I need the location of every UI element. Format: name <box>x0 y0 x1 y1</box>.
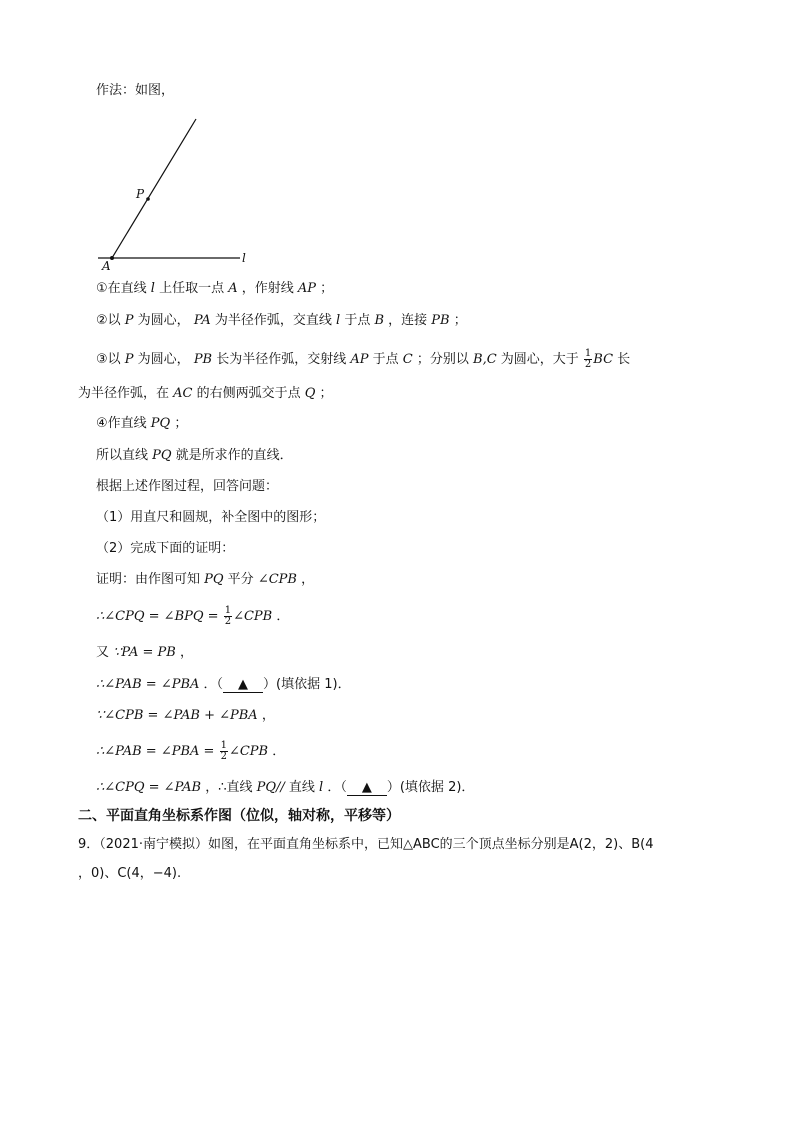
label-p: P <box>136 187 145 201</box>
point-p <box>146 197 150 201</box>
fraction-half: $\frac{1}{2}$ <box>584 348 592 370</box>
fraction-half: $\frac{1}{2}$ <box>220 740 227 762</box>
section-heading: 二、平面直角坐标系作图（位似，轴对称，平移等） <box>78 808 400 824</box>
step-3: ③以 P 为圆心， PB 长为半径作弧，交射线 AP 于点 C ；分别以 B,C 为圆心，大于 $\frac{1}{2}$ BC 长 <box>96 348 631 370</box>
proof-line-3: 又 ∵PA = PB ， <box>96 645 193 660</box>
proof-line-7: ∴∠CPQ = ∠PAB ，∴直线 PQ// 直线 l ．（ ▲ ）(填依据 2)． <box>96 780 475 795</box>
proof-line-1: 证明：由作图可知 PQ 平分 ∠CPB ， <box>96 572 315 587</box>
method-intro: 作法：如图， <box>96 83 175 98</box>
question-1: （1）用直尺和圆规，补全图中的图形； <box>96 510 326 525</box>
proof-line-4: ∴∠PAB = ∠PBA ．（ ▲ ）(填依据 1)． <box>96 677 351 692</box>
fraction-half: $\frac{1}{2}$ <box>224 605 232 627</box>
proof-line-2: ∴∠CPQ = ∠BPQ = $\frac{1}{2}$ ∠CPB ． <box>96 605 290 627</box>
conclusion: 所以直线 PQ 就是所求作的直线． <box>96 448 293 463</box>
ray-ap <box>112 119 196 258</box>
step-3-cont: 为半径作弧，在 AC 的右侧两弧交于点 Q ； <box>78 386 333 401</box>
problem-9-line-1: 9．（2021·南宁模拟）如图，在平面直角坐标系中，已知△ABC的三个顶点坐标分别是A(2，2)、B(4 <box>78 837 654 852</box>
step-2: ②以 P 为圆心， PA 为半径作弧，交直线 l 于点 B ，连接 PB ； <box>96 313 467 328</box>
step-1: ①在直线 l 上任取一点 A ，作射线 AP ； <box>96 281 334 296</box>
answer-blank-1[interactable]: ▲ <box>223 677 263 693</box>
label-l: l <box>242 251 246 265</box>
answer-blank-2[interactable]: ▲ <box>347 780 387 796</box>
question-2: （2）完成下面的证明： <box>96 541 235 556</box>
answer-intro: 根据上述作图过程，回答问题： <box>96 479 279 494</box>
problem-9-line-2: ，0)、C(4，−4). <box>78 866 182 881</box>
construction-figure <box>90 112 260 272</box>
step-4: ④作直线 PQ ； <box>96 416 188 431</box>
proof-line-5: ∵∠CPB = ∠PAB + ∠PBA ， <box>96 708 275 723</box>
proof-line-6: ∴∠PAB = ∠PBA = $\frac{1}{2}$ ∠CPB ． <box>96 740 286 762</box>
label-a: A <box>102 259 111 272</box>
